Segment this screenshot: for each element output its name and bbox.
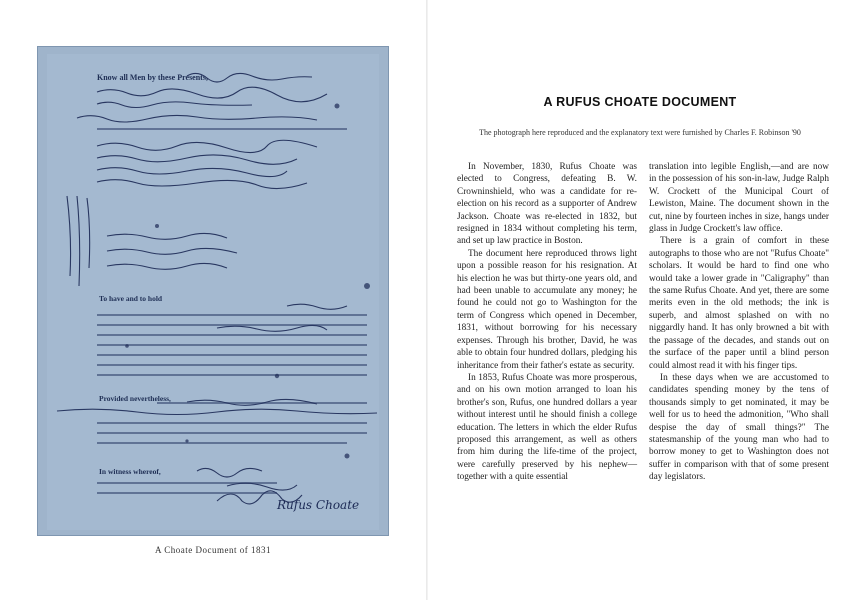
page-gutter	[426, 0, 428, 600]
paragraph: In 1853, Rufus Choate was more prosperous, and on his own motion arranged to loan his brother's son, Rufus, one hundred dollars a year without interest until he should finish a college education. The letters in which the elder Rufus proposed this arrangement, as well as others from him during the life-time of the project, were carefully preserved by his nephew—together with a quite essential	[457, 372, 637, 483]
signature-text: Rufus Choate	[277, 498, 360, 512]
document-photograph	[37, 46, 389, 536]
heading-know-all-men: Know all Men by these Presents,	[97, 73, 208, 82]
paragraph: In November, 1830, Rufus Choate was elected to Congress, defeating B. W. Crowninshield, who was a candidate for re-election on his record as a supporter of Andrew Jackson. Choate was re-elected in 1832, but resigned in 1834 without completing his term, and set up law practice in Boston.	[457, 162, 637, 247]
article-subtitle: The photograph here reproduced and the explanatory text were furnished by Charles F. Robinson '90	[479, 128, 801, 137]
paragraph: There is a grain of comfort in these autographs to those who are not "Rufus Choate" scholars. It would be hard to find one who would take a lower grade in "Caligraphy" than the same Rufus Choate. And yet, there are some merits even in the old methods; the ink is superb, and almost splashed on with no niggardly hand. It has only browned a bit with the passage of the decades, and stands out on the surface of the paper until a blind person could almost read it with his finger tips.	[649, 236, 829, 371]
text-column-1	[457, 161, 637, 484]
text-column-2	[649, 161, 829, 484]
heading-to-have-and-to-hold: To have and to hold	[99, 294, 163, 303]
document-illustration	[37, 46, 389, 536]
paragraph: In these days when we are accustomed to candidates spending money by the tens of thousands simply to get nominated, it may be well for us to heed the admonition, "Who shall despise the day of small things?" The statesmanship of the young man who had to borrow money to get to Washington does not suffer in comparison with that of some present day legislators.	[649, 372, 829, 483]
paragraph: translation into legible English,—and are now in the possession of his son-in-law, Judge Ralph W. Crockett of the Municipal Court of Lewiston, Maine. The document shown in the cut, nine by fourteen inches in size, hangs under glass in Judge Crockett's law office.	[649, 162, 829, 235]
photo-caption: A Choate Document of 1831	[155, 545, 271, 555]
heading-in-witness-whereof: In witness whereof,	[99, 467, 161, 476]
paragraph: The document here reproduced throws light upon a possible reason for his resignation. At his election he was but thirty-one years old, and had been unable to accumulate any money; he found he could not go to Washington for the term of Congress which opened in December, 1831, without borrowing for his necessary expenses. Through his brother, David, he was able to obtain four hundred dollars, pledging his inheritance from their father's estate as security.	[457, 248, 637, 371]
heading-provided-nevertheless: Provided nevertheless,	[99, 394, 171, 403]
right-page	[440, 0, 840, 600]
article-title: A RUFUS CHOATE DOCUMENT	[543, 95, 737, 109]
